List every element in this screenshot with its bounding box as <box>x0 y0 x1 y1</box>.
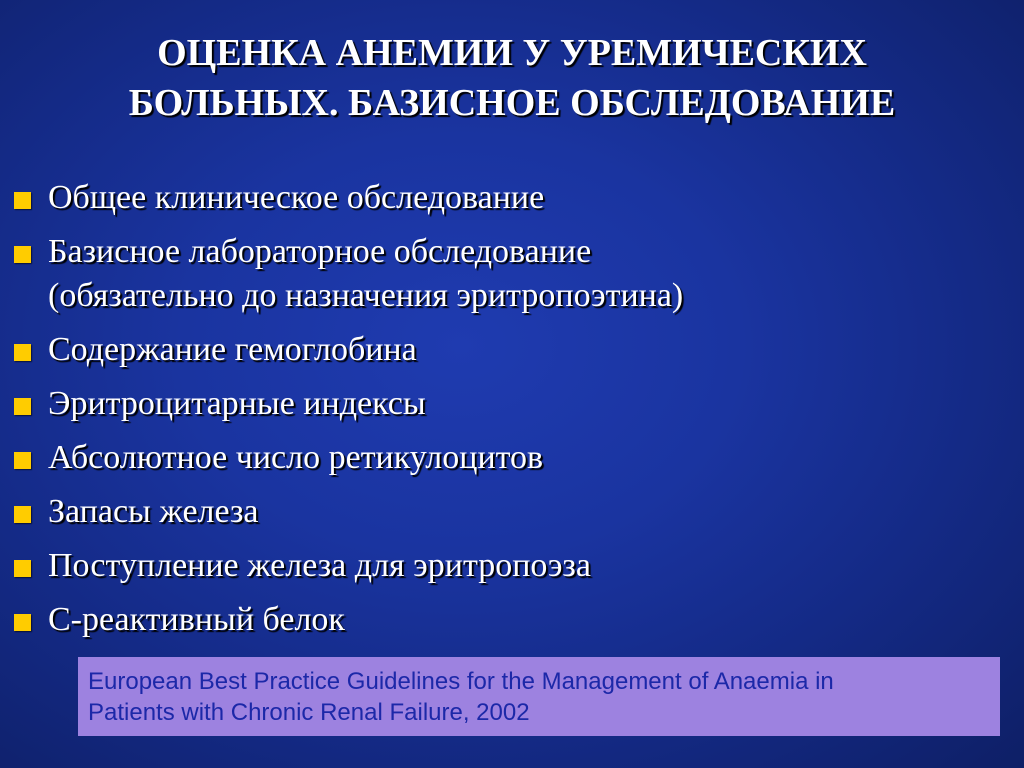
bullet-text-continuation: (обязательно до назначения эритропоэтина) <box>48 277 684 314</box>
square-bullet-icon <box>14 506 31 523</box>
square-bullet-icon <box>14 452 31 469</box>
citation-box <box>78 657 1000 736</box>
bullet-item <box>14 598 974 642</box>
bullet-item <box>14 382 974 426</box>
square-bullet-icon <box>14 246 31 263</box>
bullet-text: Эритроцитарные индексы <box>48 385 426 422</box>
slide-title-line: ОЦЕНКА АНЕМИИ У УРЕМИЧЕСКИХ <box>157 32 867 74</box>
bullet-text: Общее клиническое обследование <box>48 179 545 216</box>
bullet-item <box>14 176 974 220</box>
bullet-item <box>14 436 974 480</box>
square-bullet-icon <box>14 344 31 361</box>
square-bullet-icon <box>14 192 31 209</box>
bullet-text: Поступление железа для эритропоэза <box>48 547 591 584</box>
square-bullet-icon <box>14 398 31 415</box>
bullet-text: Базисное лабораторное обследование <box>48 233 592 270</box>
square-bullet-icon <box>14 560 31 577</box>
citation-line: Patients with Chronic Renal Failure, 2002 <box>88 699 530 726</box>
bullet-text: Запасы железа <box>48 493 259 530</box>
bullet-text: Содержание гемоглобина <box>48 331 417 368</box>
bullet-item <box>14 230 974 318</box>
bullet-text: С-реактивный белок <box>48 601 345 638</box>
slide-title <box>0 28 1024 128</box>
bullet-item <box>14 328 974 372</box>
bullet-item <box>14 490 974 534</box>
bullet-item <box>14 544 974 588</box>
bullet-list <box>14 176 974 652</box>
bullet-text: Абсолютное число ретикулоцитов <box>48 439 544 476</box>
square-bullet-icon <box>14 614 31 631</box>
slide-title-line: БОЛЬНЫХ. БАЗИСНОЕ ОБСЛЕДОВАНИЕ <box>128 82 896 124</box>
citation-line: European Best Practice Guidelines for the Management of Anaemia in <box>88 668 834 695</box>
